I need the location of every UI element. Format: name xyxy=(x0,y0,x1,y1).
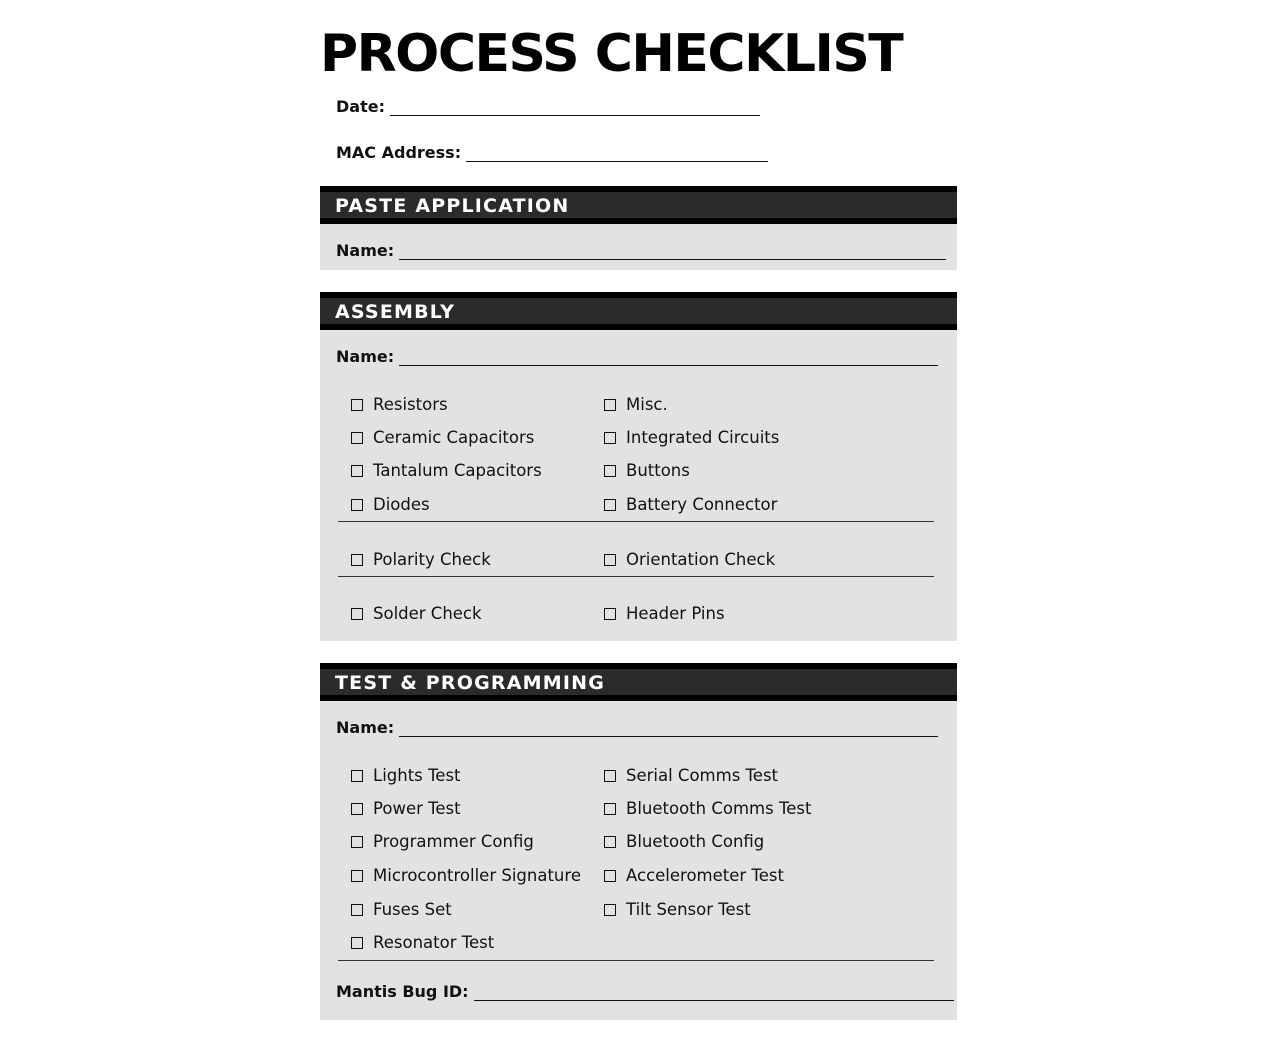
section-header xyxy=(320,292,957,330)
item-label: Tantalum Capacitors xyxy=(373,461,542,480)
item-label: Solder Check xyxy=(373,604,482,623)
checkbox[interactable] xyxy=(351,836,363,848)
checklist-item[interactable] xyxy=(351,799,461,818)
test-programming-section xyxy=(320,663,957,1020)
mac-address-field[interactable] xyxy=(336,143,768,162)
mantis-bug-id-blank[interactable] xyxy=(474,987,954,1001)
checklist-item[interactable] xyxy=(604,461,690,480)
checklist-item[interactable] xyxy=(351,395,448,414)
paste-application-section xyxy=(320,186,957,270)
item-label: Lights Test xyxy=(373,766,461,785)
name-blank[interactable] xyxy=(399,352,938,366)
checklist-item[interactable] xyxy=(604,799,811,818)
checkbox[interactable] xyxy=(604,432,616,444)
name-blank[interactable] xyxy=(399,723,938,737)
section-title: TEST & PROGRAMMING xyxy=(335,672,606,694)
item-label: Resistors xyxy=(373,395,448,414)
checkbox[interactable] xyxy=(351,554,363,566)
item-label: Fuses Set xyxy=(373,900,452,919)
checklist-item[interactable] xyxy=(351,832,534,851)
checkbox[interactable] xyxy=(351,608,363,620)
item-label: Battery Connector xyxy=(626,495,778,514)
checkbox[interactable] xyxy=(351,770,363,782)
checkbox[interactable] xyxy=(351,803,363,815)
checklist-item[interactable] xyxy=(604,900,751,919)
item-label: Tilt Sensor Test xyxy=(626,900,751,919)
name-label: Name: xyxy=(336,718,395,737)
item-label: Polarity Check xyxy=(373,550,491,569)
checkbox[interactable] xyxy=(604,608,616,620)
checkbox[interactable] xyxy=(351,499,363,511)
mac-address-label: MAC Address: xyxy=(336,143,462,162)
divider xyxy=(338,521,934,522)
checklist-item[interactable] xyxy=(604,550,775,569)
assembly-name-field[interactable] xyxy=(336,347,938,366)
item-label: Power Test xyxy=(373,799,461,818)
item-label: Accelerometer Test xyxy=(626,866,784,885)
date-field[interactable] xyxy=(336,97,760,116)
checkbox[interactable] xyxy=(351,399,363,411)
checkbox[interactable] xyxy=(604,803,616,815)
checklist-item[interactable] xyxy=(351,900,452,919)
item-label: Header Pins xyxy=(626,604,725,623)
item-label: Bluetooth Config xyxy=(626,832,765,851)
checkbox[interactable] xyxy=(604,836,616,848)
checklist-item[interactable] xyxy=(604,395,668,414)
checklist-item[interactable] xyxy=(604,832,764,851)
checkbox[interactable] xyxy=(604,554,616,566)
item-label: Orientation Check xyxy=(626,550,776,569)
checklist-item[interactable] xyxy=(351,933,494,952)
mantis-bug-id-label: Mantis Bug ID: xyxy=(336,982,469,1001)
checklist-item[interactable] xyxy=(351,495,430,514)
item-label: Microcontroller Signature xyxy=(373,866,581,885)
section-title: ASSEMBLY xyxy=(335,301,456,323)
item-label: Programmer Config xyxy=(373,832,534,851)
mantis-bug-id-field[interactable] xyxy=(336,982,954,1001)
checklist-item[interactable] xyxy=(351,550,491,569)
checklist-item[interactable] xyxy=(351,461,542,480)
checklist-item[interactable] xyxy=(351,866,581,885)
divider xyxy=(338,576,934,577)
assembly-section xyxy=(320,292,957,641)
section-header xyxy=(320,186,957,224)
item-label: Integrated Circuits xyxy=(626,428,780,447)
name-blank[interactable] xyxy=(399,246,946,260)
item-label: Misc. xyxy=(626,395,668,414)
test-name-field[interactable] xyxy=(336,718,938,737)
section-title: PASTE APPLICATION xyxy=(335,195,570,217)
checklist-item[interactable] xyxy=(604,604,725,623)
checkbox[interactable] xyxy=(351,432,363,444)
checkbox[interactable] xyxy=(604,399,616,411)
name-label: Name: xyxy=(336,347,395,366)
item-label: Bluetooth Comms Test xyxy=(626,799,812,818)
checkbox[interactable] xyxy=(604,770,616,782)
mac-address-blank[interactable] xyxy=(466,148,768,162)
checkbox[interactable] xyxy=(351,870,363,882)
item-label: Diodes xyxy=(373,495,430,514)
item-label: Ceramic Capacitors xyxy=(373,428,535,447)
checkbox[interactable] xyxy=(604,904,616,916)
date-blank[interactable] xyxy=(390,102,760,116)
checkbox[interactable] xyxy=(351,904,363,916)
checklist-item[interactable] xyxy=(604,428,779,447)
name-label: Name: xyxy=(336,241,395,260)
checkbox[interactable] xyxy=(604,499,616,511)
paste-name-field[interactable] xyxy=(336,241,946,260)
item-label: Buttons xyxy=(626,461,690,480)
divider xyxy=(338,960,934,961)
date-label: Date: xyxy=(336,97,385,116)
checklist-item[interactable] xyxy=(604,866,784,885)
checkbox[interactable] xyxy=(351,465,363,477)
checkbox[interactable] xyxy=(604,870,616,882)
checklist-item[interactable] xyxy=(351,604,482,623)
checkbox[interactable] xyxy=(604,465,616,477)
checklist-item[interactable] xyxy=(604,495,777,514)
section-header xyxy=(320,663,957,701)
item-label: Resonator Test xyxy=(373,933,495,952)
page-title: PROCESS CHECKLIST xyxy=(320,24,903,84)
item-label: Serial Comms Test xyxy=(626,766,779,785)
checklist-item[interactable] xyxy=(351,766,461,785)
checklist-item[interactable] xyxy=(351,428,534,447)
checklist-item[interactable] xyxy=(604,766,778,785)
checkbox[interactable] xyxy=(351,937,363,949)
